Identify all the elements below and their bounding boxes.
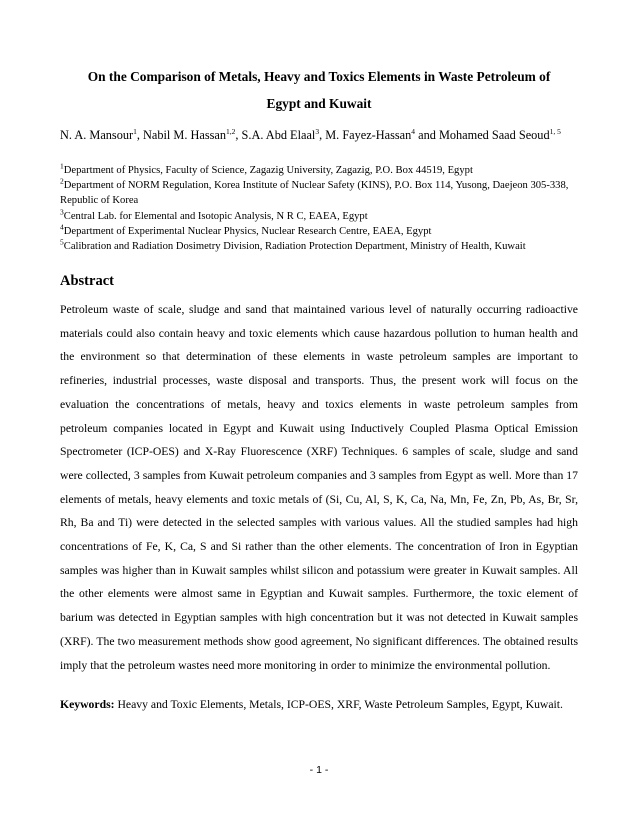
abstract-heading: Abstract <box>60 273 114 289</box>
author-separator: , <box>319 128 326 142</box>
affiliation-item <box>60 209 605 224</box>
affiliation-number: 5 <box>60 237 64 247</box>
author-affiliation-mark: 1 <box>133 126 137 136</box>
keywords-line <box>60 697 620 713</box>
affiliation-item <box>60 163 605 178</box>
author-list <box>60 127 600 143</box>
affiliation-text: Calibration and Radiation Dosimetry Division, Radiation Protection Department, Ministry of Health, Kuwait <box>63 241 526 253</box>
author-affiliation-mark: 4 <box>411 126 416 136</box>
author-affiliation-mark: 1, 5 <box>549 126 561 136</box>
affiliation-item <box>60 178 605 208</box>
affiliation-number: 1 <box>60 161 64 171</box>
author-separator: , <box>136 128 144 142</box>
affiliation-item <box>60 224 605 239</box>
keywords-text: Heavy and Toxic Elements, Metals, ICP-OES, XRF, Waste Petroleum Samples, Egypt, Kuwait. <box>114 698 563 711</box>
keywords-label: Keywords: <box>60 698 115 711</box>
affiliation-text: Department of NORM Regulation, Korea Institute of Nuclear Safety (KINS), P.O. Box 114, Yusong, Daejeon 305-338, Republic of Korea <box>60 180 569 207</box>
affiliation-number: 3 <box>60 207 64 217</box>
author-separator: , <box>235 128 242 142</box>
author-name: Nabil M. Hassan <box>143 128 227 142</box>
affiliation-list <box>60 163 605 254</box>
author-affiliation-mark: 3 <box>315 126 320 136</box>
abstract-body: Petroleum waste of scale, sludge and sand that maintained various level of naturally occurring radioactive materials could also contain heavy and toxic elements which cause hazardous pollution to human health and the environment so that determination of these elements in waste petroleum samples are important to refineries, industrial processes, waste disposal and transports. Thus, the present work will focus on the evaluation the concentrations of metals, heavy and toxics elements in waste petroleum samples from petroleum companies located in Egypt and Kuwait using Inductively Coupled Plasma Optical Emission Spectrometer (ICP-OES) and X-Ray Fluorescence (XRF) Techniques. 6 samples of scale, sludge and sand were collected, 3 samples from Kuwait petroleum companies and 3 samples from Egypt as well. More than 17 elements of metals, heavy elements and toxic metals of (Si, Cu, Al, S, K, Ca, Na, Mn, Fe, Zn, Pb, As, Br, Sr, Rh, Ba and Ti) were detected in the selected samples with various values. All the studied samples had high concentrations of Fe, K, Ca, S and Si rather than the other elements. The concentration of Iron in Egyptian samples was higher than in Kuwait samples whilst silicon and potassium were greater in Kuwait samples. All the other elements were almost same in Egyptian and Kuwait samples. Furthermore, the toxic element of barium was detected in Egyptian samples with high concentration but it was not detected in Kuwait samples (XRF). The two measurement methods show good agreement, No significant differences. The obtained results imply that the petroleum wastes need more monitoring in order to minimize the environmental pollution. <box>60 303 578 672</box>
page-number: - 1 - <box>309 764 329 776</box>
author-name: S.A. Abd Elaal <box>241 128 316 142</box>
affiliation-text: Central Lab. for Elemental and Isotopic Analysis, N R C, EAEA, Egypt <box>63 210 368 222</box>
title-line-1: On the Comparison of Metals, Heavy and Toxics Elements in Waste Petroleum of <box>87 69 551 84</box>
author-name: M. Fayez-Hassan <box>325 128 412 142</box>
paper-title <box>40 63 598 117</box>
author-name: N. A. Mansour <box>60 128 134 142</box>
affiliation-item <box>60 239 605 254</box>
title-line-2: Egypt and Kuwait <box>266 96 372 111</box>
author-separator: and <box>415 128 439 142</box>
affiliation-number: 2 <box>60 176 64 186</box>
affiliation-number: 4 <box>60 222 64 232</box>
author-affiliation-mark: 1,2 <box>226 126 236 136</box>
affiliation-text: Department of Experimental Nuclear Physics, Nuclear Research Centre, EAEA, Egypt <box>63 225 432 237</box>
author-name: Mohamed Saad Seoud <box>438 128 550 142</box>
affiliation-text: Department of Physics, Faculty of Science, Zagazig University, Zagazig, P.O. Box 44519, Egypt <box>63 165 473 176</box>
